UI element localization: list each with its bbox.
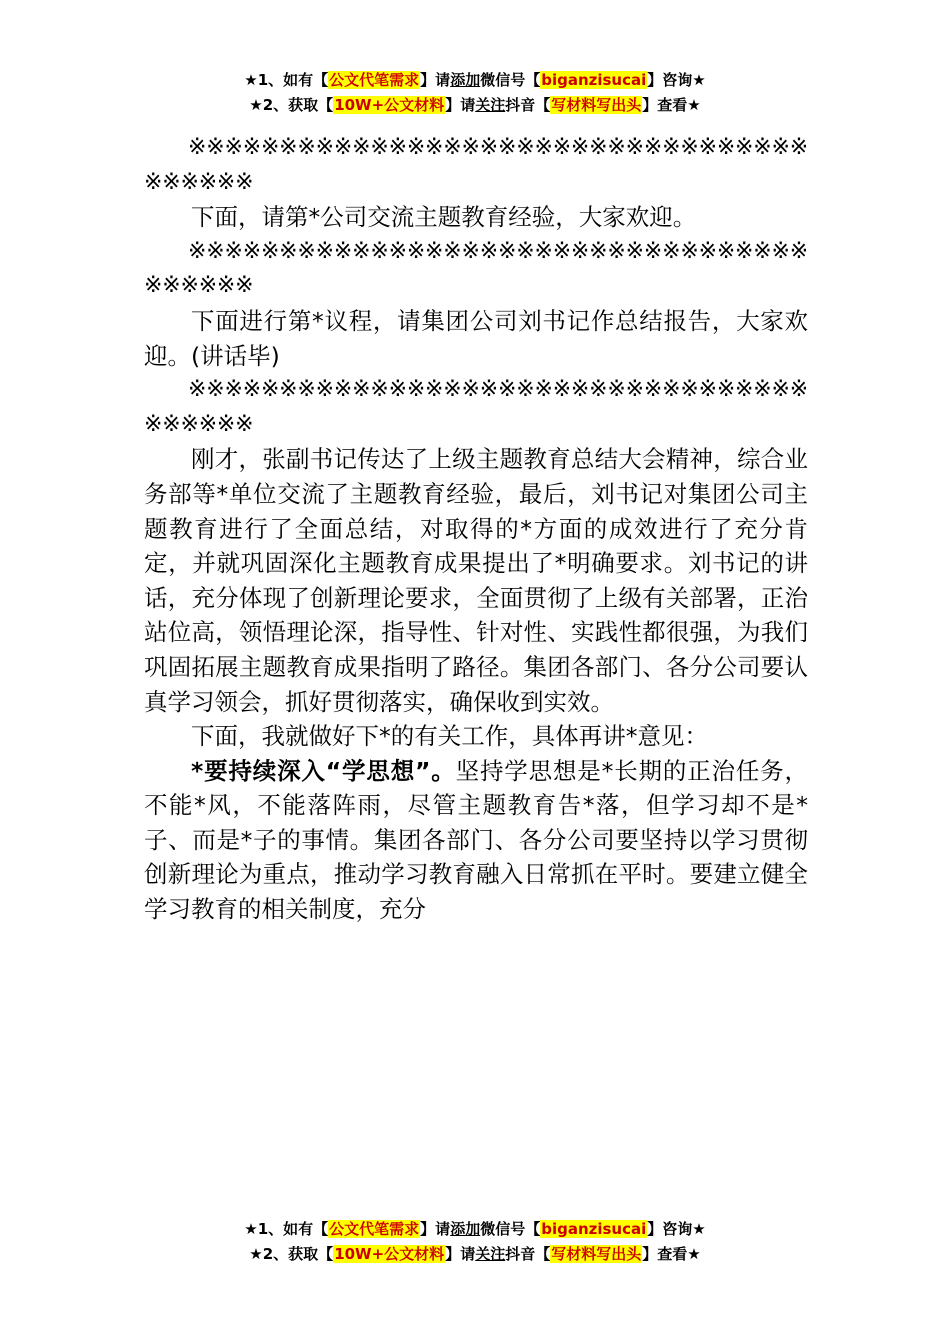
underlined-text: 关注 [475, 1245, 506, 1263]
banner-line-2 [0, 93, 950, 118]
banner-text: 】查看★ [642, 96, 701, 114]
separator-paragraph: ※※※※※※※※※※※※※※※※※※※※※※※※※※※※※※※※※※※※※※※※ [144, 377, 808, 437]
banner-text: ★1、如有【 [244, 71, 329, 89]
body-paragraph: 刚才，张副书记传达了上级主题教育总结大会精神，综合业务部等*单位交流了主题教育经验，最后，刘书记对集团公司主题教育进行了全面总结，对取得的*方面的成效进行了充分肯定，并就巩固深化主题教育成果提出了*明确要求。刘书记的讲话，充分体现了创新理论要求，全面贯彻了上级有关部署，正治站位高，领悟理论深，指导性、针对性、实践性都很强，为我们巩固拓展主题教育成果指明了路径。集团各部门、各分公司要认真学习领会，抓好贯彻落实，确保收到实效。 [144, 445, 808, 716]
banner-text: 抖音【 [505, 1245, 551, 1263]
banner-line-2 [0, 1242, 950, 1267]
body-paragraph [144, 754, 808, 927]
highlight-text: biganzisucai [541, 1220, 647, 1238]
underlined-text: 添加 [450, 1220, 481, 1238]
section-heading: *要持续深入“学思想”。 [191, 756, 456, 785]
paragraph-text: 坚持学思想是*长期的正治任务，不能*风，不能落阵雨，尽管主题教育告*落，但学习却不是*子、而是*子的事情。集团各部门、各分公司要坚持以学习贯彻创新理论为重点，推动学习教育融入日常抓在平时。要建立健全学习教育的相关制度，充分 [144, 756, 809, 924]
banner-text: 】请 [420, 1220, 451, 1238]
separator-paragraph: ※※※※※※※※※※※※※※※※※※※※※※※※※※※※※※※※※※※※※※※※ [144, 135, 808, 195]
banner-line-1 [0, 1217, 950, 1242]
body-paragraph: 下面，我就做好下*的有关工作，具体再讲*意见： [191, 722, 708, 751]
highlight-text: 写材料写出头 [551, 96, 642, 114]
body-paragraph: 下面，请第*公司交流主题教育经验，大家欢迎。 [191, 203, 697, 232]
footer-banner [0, 1217, 950, 1267]
banner-text: 微信号【 [480, 71, 541, 89]
highlight-text: 10W+公文材料 [334, 96, 445, 114]
document-body [144, 131, 808, 927]
highlight-text: biganzisucai [541, 71, 647, 89]
banner-text: 微信号【 [480, 1220, 541, 1238]
body-paragraph: 下面进行第*议程，请集团公司刘书记作总结报告，大家欢迎。(讲话毕) [144, 306, 808, 370]
banner-text: ★2、获取【 [249, 1245, 334, 1263]
banner-text: 抖音【 [505, 96, 551, 114]
banner-text: 】咨询★ [647, 71, 706, 89]
underlined-text: 添加 [450, 71, 481, 89]
highlight-text: 公文代笔需求 [329, 1220, 420, 1238]
banner-line-1 [0, 68, 950, 93]
banner-text: 】请 [445, 96, 476, 114]
highlight-text: 公文代笔需求 [329, 71, 420, 89]
banner-text: ★1、如有【 [244, 1220, 329, 1238]
separator-paragraph: ※※※※※※※※※※※※※※※※※※※※※※※※※※※※※※※※※※※※※※※※ [144, 238, 808, 299]
banner-text: 】咨询★ [647, 1220, 706, 1238]
header-banner [0, 68, 950, 118]
underlined-text: 关注 [475, 96, 506, 114]
highlight-text: 10W+公文材料 [334, 1245, 445, 1263]
highlight-text: 写材料写出头 [551, 1245, 642, 1263]
banner-text: 】查看★ [642, 1245, 701, 1263]
banner-text: 】请 [445, 1245, 476, 1263]
banner-text: 】请 [420, 71, 451, 89]
banner-text: ★2、获取【 [249, 96, 334, 114]
